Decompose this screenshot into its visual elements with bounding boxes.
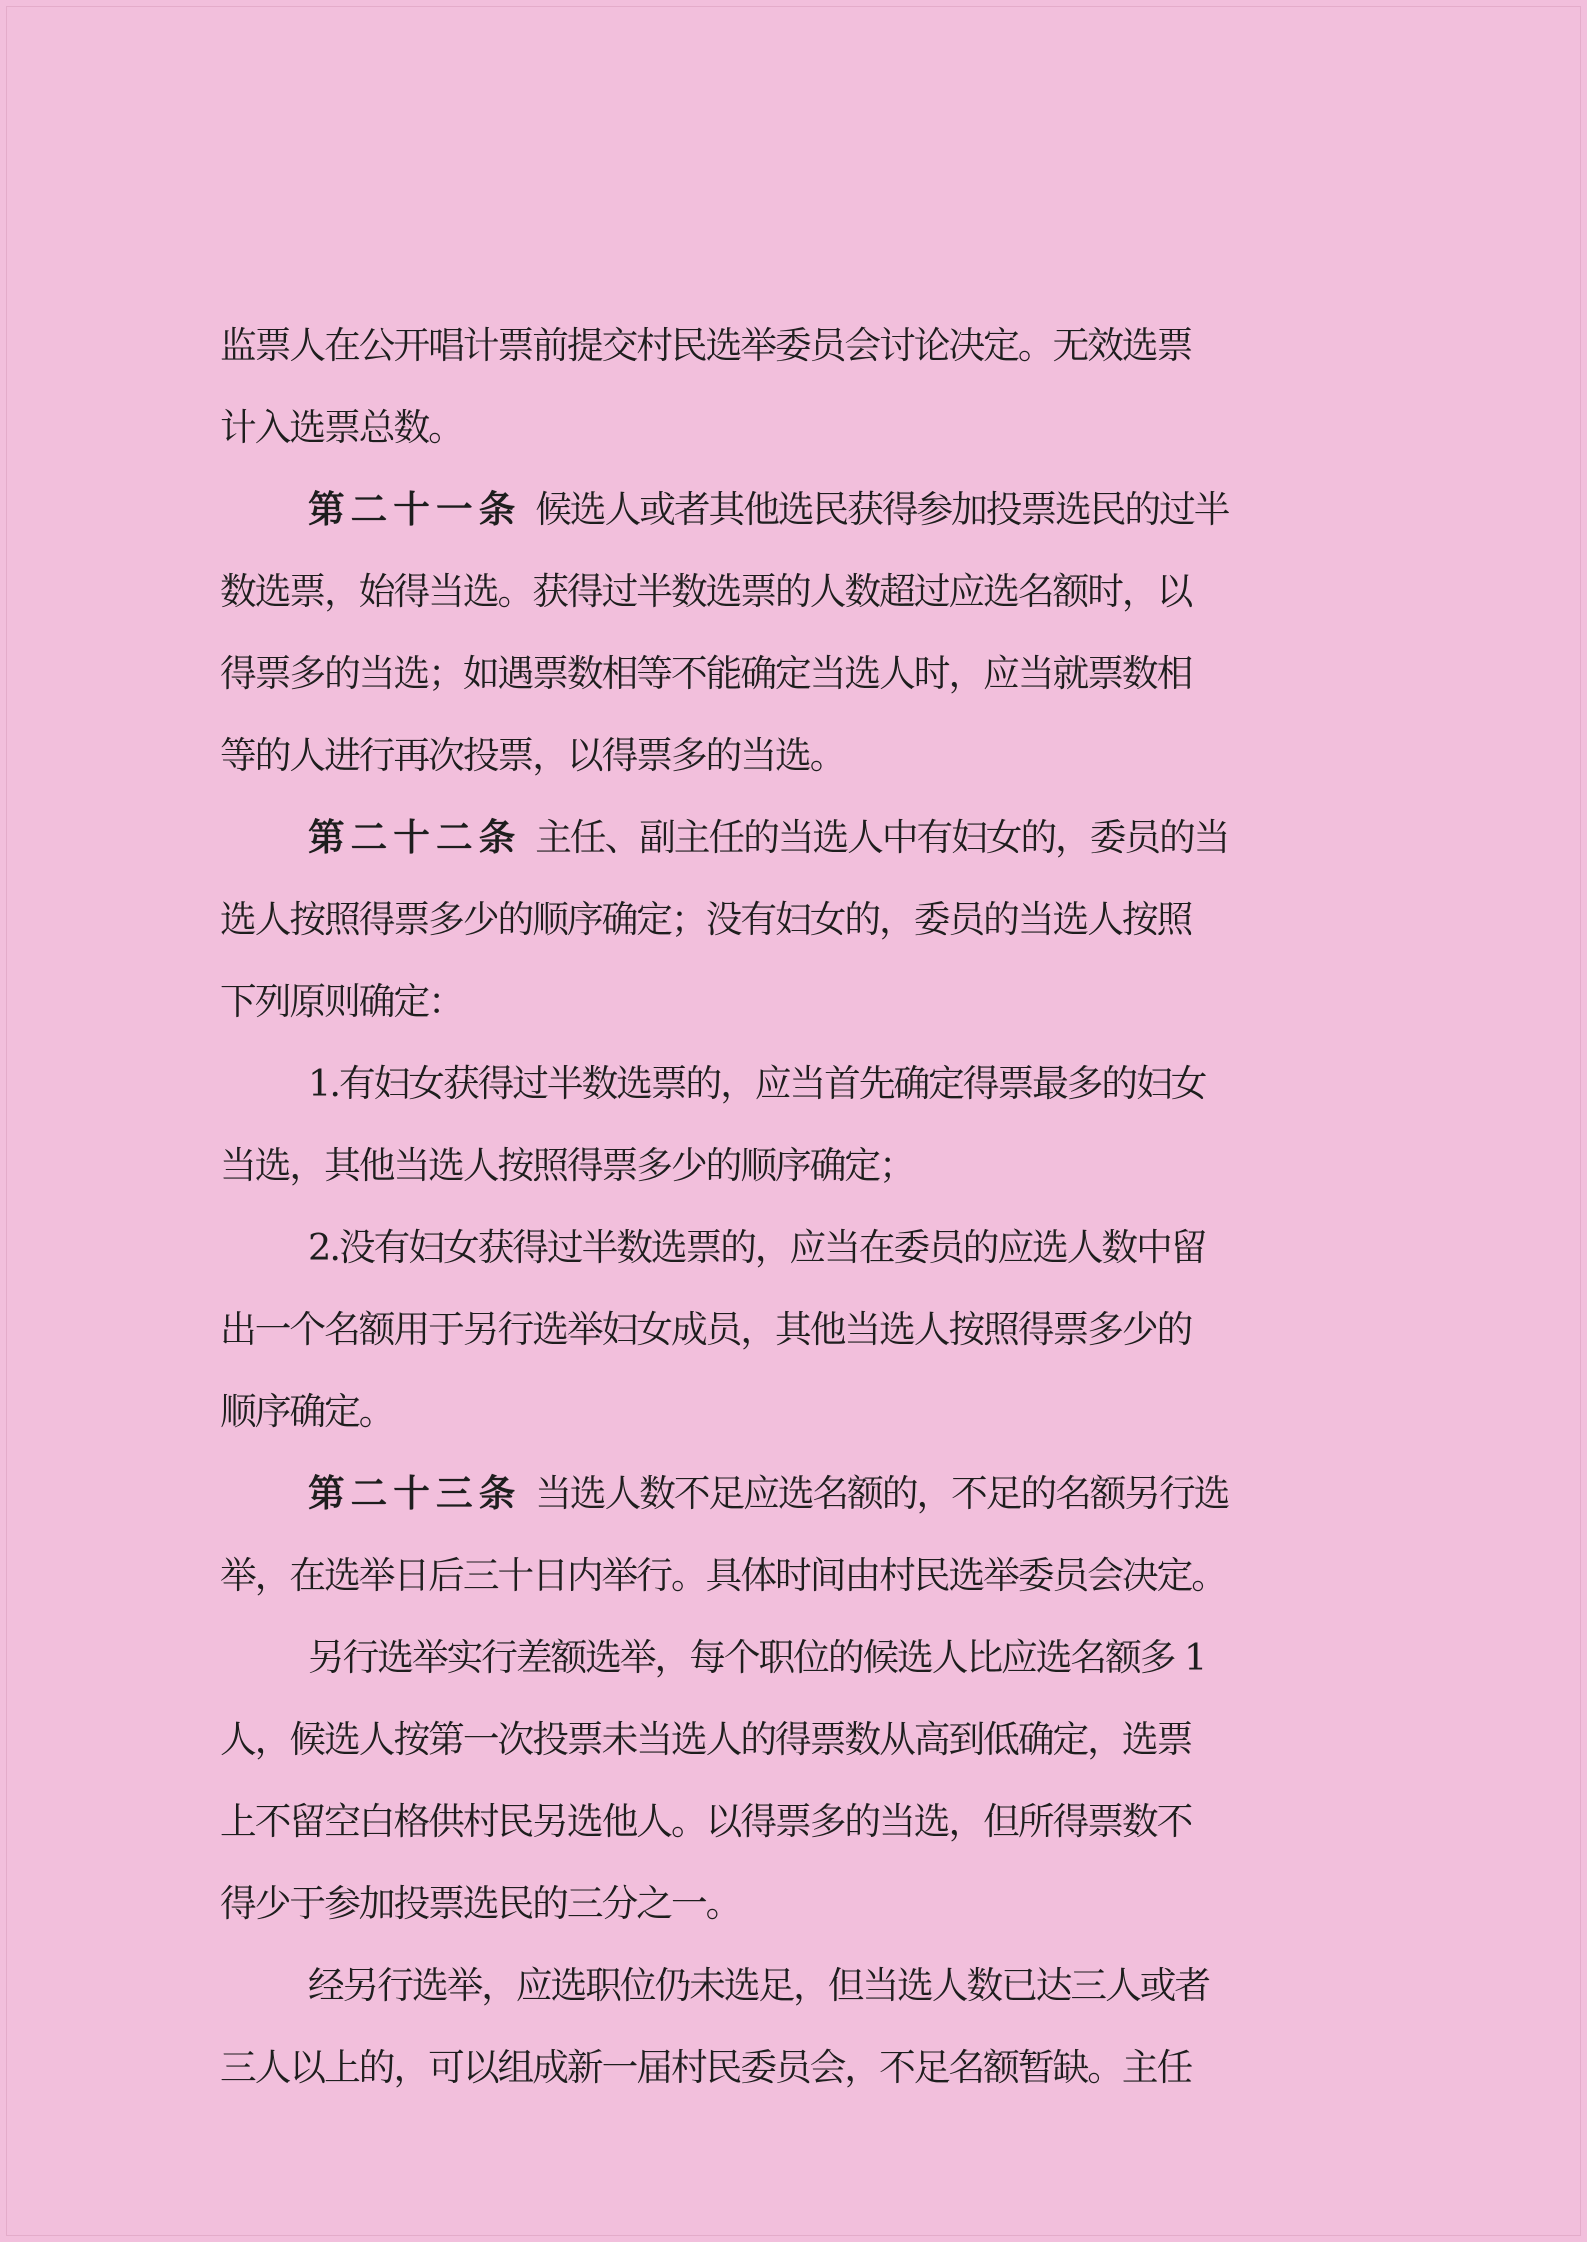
article-heading: 第二十三条 <box>308 1472 522 1515</box>
text-line <box>220 1207 1420 1289</box>
line-text: 举，在选举日后三十日内举行。具体时间由村民选举委员会决定。 <box>220 1554 1226 1597</box>
line-text: 三人以上的，可以组成新一届村民委员会，不足名额暂缺。主任 <box>220 2046 1192 2089</box>
line-text: 1.有妇女获得过半数选票的，应当首先确定得票最多的妇女 <box>308 1062 1206 1105</box>
text-line <box>220 1781 1420 1863</box>
text-line <box>220 1043 1420 1125</box>
line-text: 得少于参加投票选民的三分之一。 <box>220 1882 741 1925</box>
line-text: 经另行选举，应选职位仍未选足，但当选人数已达三人或者 <box>308 1964 1210 2007</box>
line-text: 另行选举实行差额选举，每个职位的候选人比应选名额多 1 <box>308 1636 1206 1679</box>
line-text: 当选人数不足应选名额的，不足的名额另行选 <box>535 1472 1229 1515</box>
text-line <box>220 1371 1420 1453</box>
line-text: 人，候选人按第一次投票未当选人的得票数从高到低确定，选票 <box>220 1718 1192 1761</box>
text-line <box>220 1535 1420 1617</box>
line-text: 监票人在公开唱计票前提交村民选举委员会讨论决定。无效选票 <box>220 324 1192 367</box>
line-text: 数选票，始得当选。获得过半数选票的人数超过应选名额时，以 <box>220 570 1192 613</box>
line-text: 等的人进行再次投票，以得票多的当选。 <box>220 734 845 777</box>
text-line <box>220 305 1420 387</box>
line-text: 出一个名额用于另行选举妇女成员，其他当选人按照得票多少的 <box>220 1308 1192 1351</box>
article-heading: 第二十二条 <box>308 816 522 859</box>
line-text: 下列原则确定： <box>220 980 463 1023</box>
line-text: 2.没有妇女获得过半数选票的，应当在委员的应选人数中留 <box>308 1226 1206 1269</box>
text-line <box>220 387 1420 469</box>
text-line <box>220 1699 1420 1781</box>
article-heading: 第二十一条 <box>308 488 522 531</box>
text-line <box>220 1945 1420 2027</box>
text-line <box>220 1863 1420 1945</box>
line-text: 选人按照得票多少的顺序确定；没有妇女的，委员的当选人按照 <box>220 898 1192 941</box>
text-line <box>220 1125 1420 1207</box>
line-text: 候选人或者其他选民获得参加投票选民的过半 <box>535 488 1229 531</box>
line-text: 顺序确定。 <box>220 1390 394 1433</box>
line-text: 当选，其他当选人按照得票多少的顺序确定； <box>220 1144 914 1187</box>
text-line <box>220 2027 1420 2109</box>
document-body <box>220 305 1420 2109</box>
line-text: 主任、副主任的当选人中有妇女的，委员的当 <box>535 816 1229 859</box>
article-paragraph-line <box>220 1453 1420 1535</box>
line-text: 得票多的当选；如遇票数相等不能确定当选人时，应当就票数相 <box>220 652 1192 695</box>
text-line <box>220 961 1420 1043</box>
text-line <box>220 1289 1420 1371</box>
line-text: 计入选票总数。 <box>220 406 463 449</box>
text-line <box>220 633 1420 715</box>
text-line <box>220 715 1420 797</box>
article-paragraph-line <box>220 797 1420 879</box>
line-text: 上不留空白格供村民另选他人。以得票多的当选，但所得票数不 <box>220 1800 1192 1843</box>
text-line <box>220 551 1420 633</box>
text-line <box>220 1617 1420 1699</box>
text-line <box>220 879 1420 961</box>
article-paragraph-line <box>220 469 1420 551</box>
